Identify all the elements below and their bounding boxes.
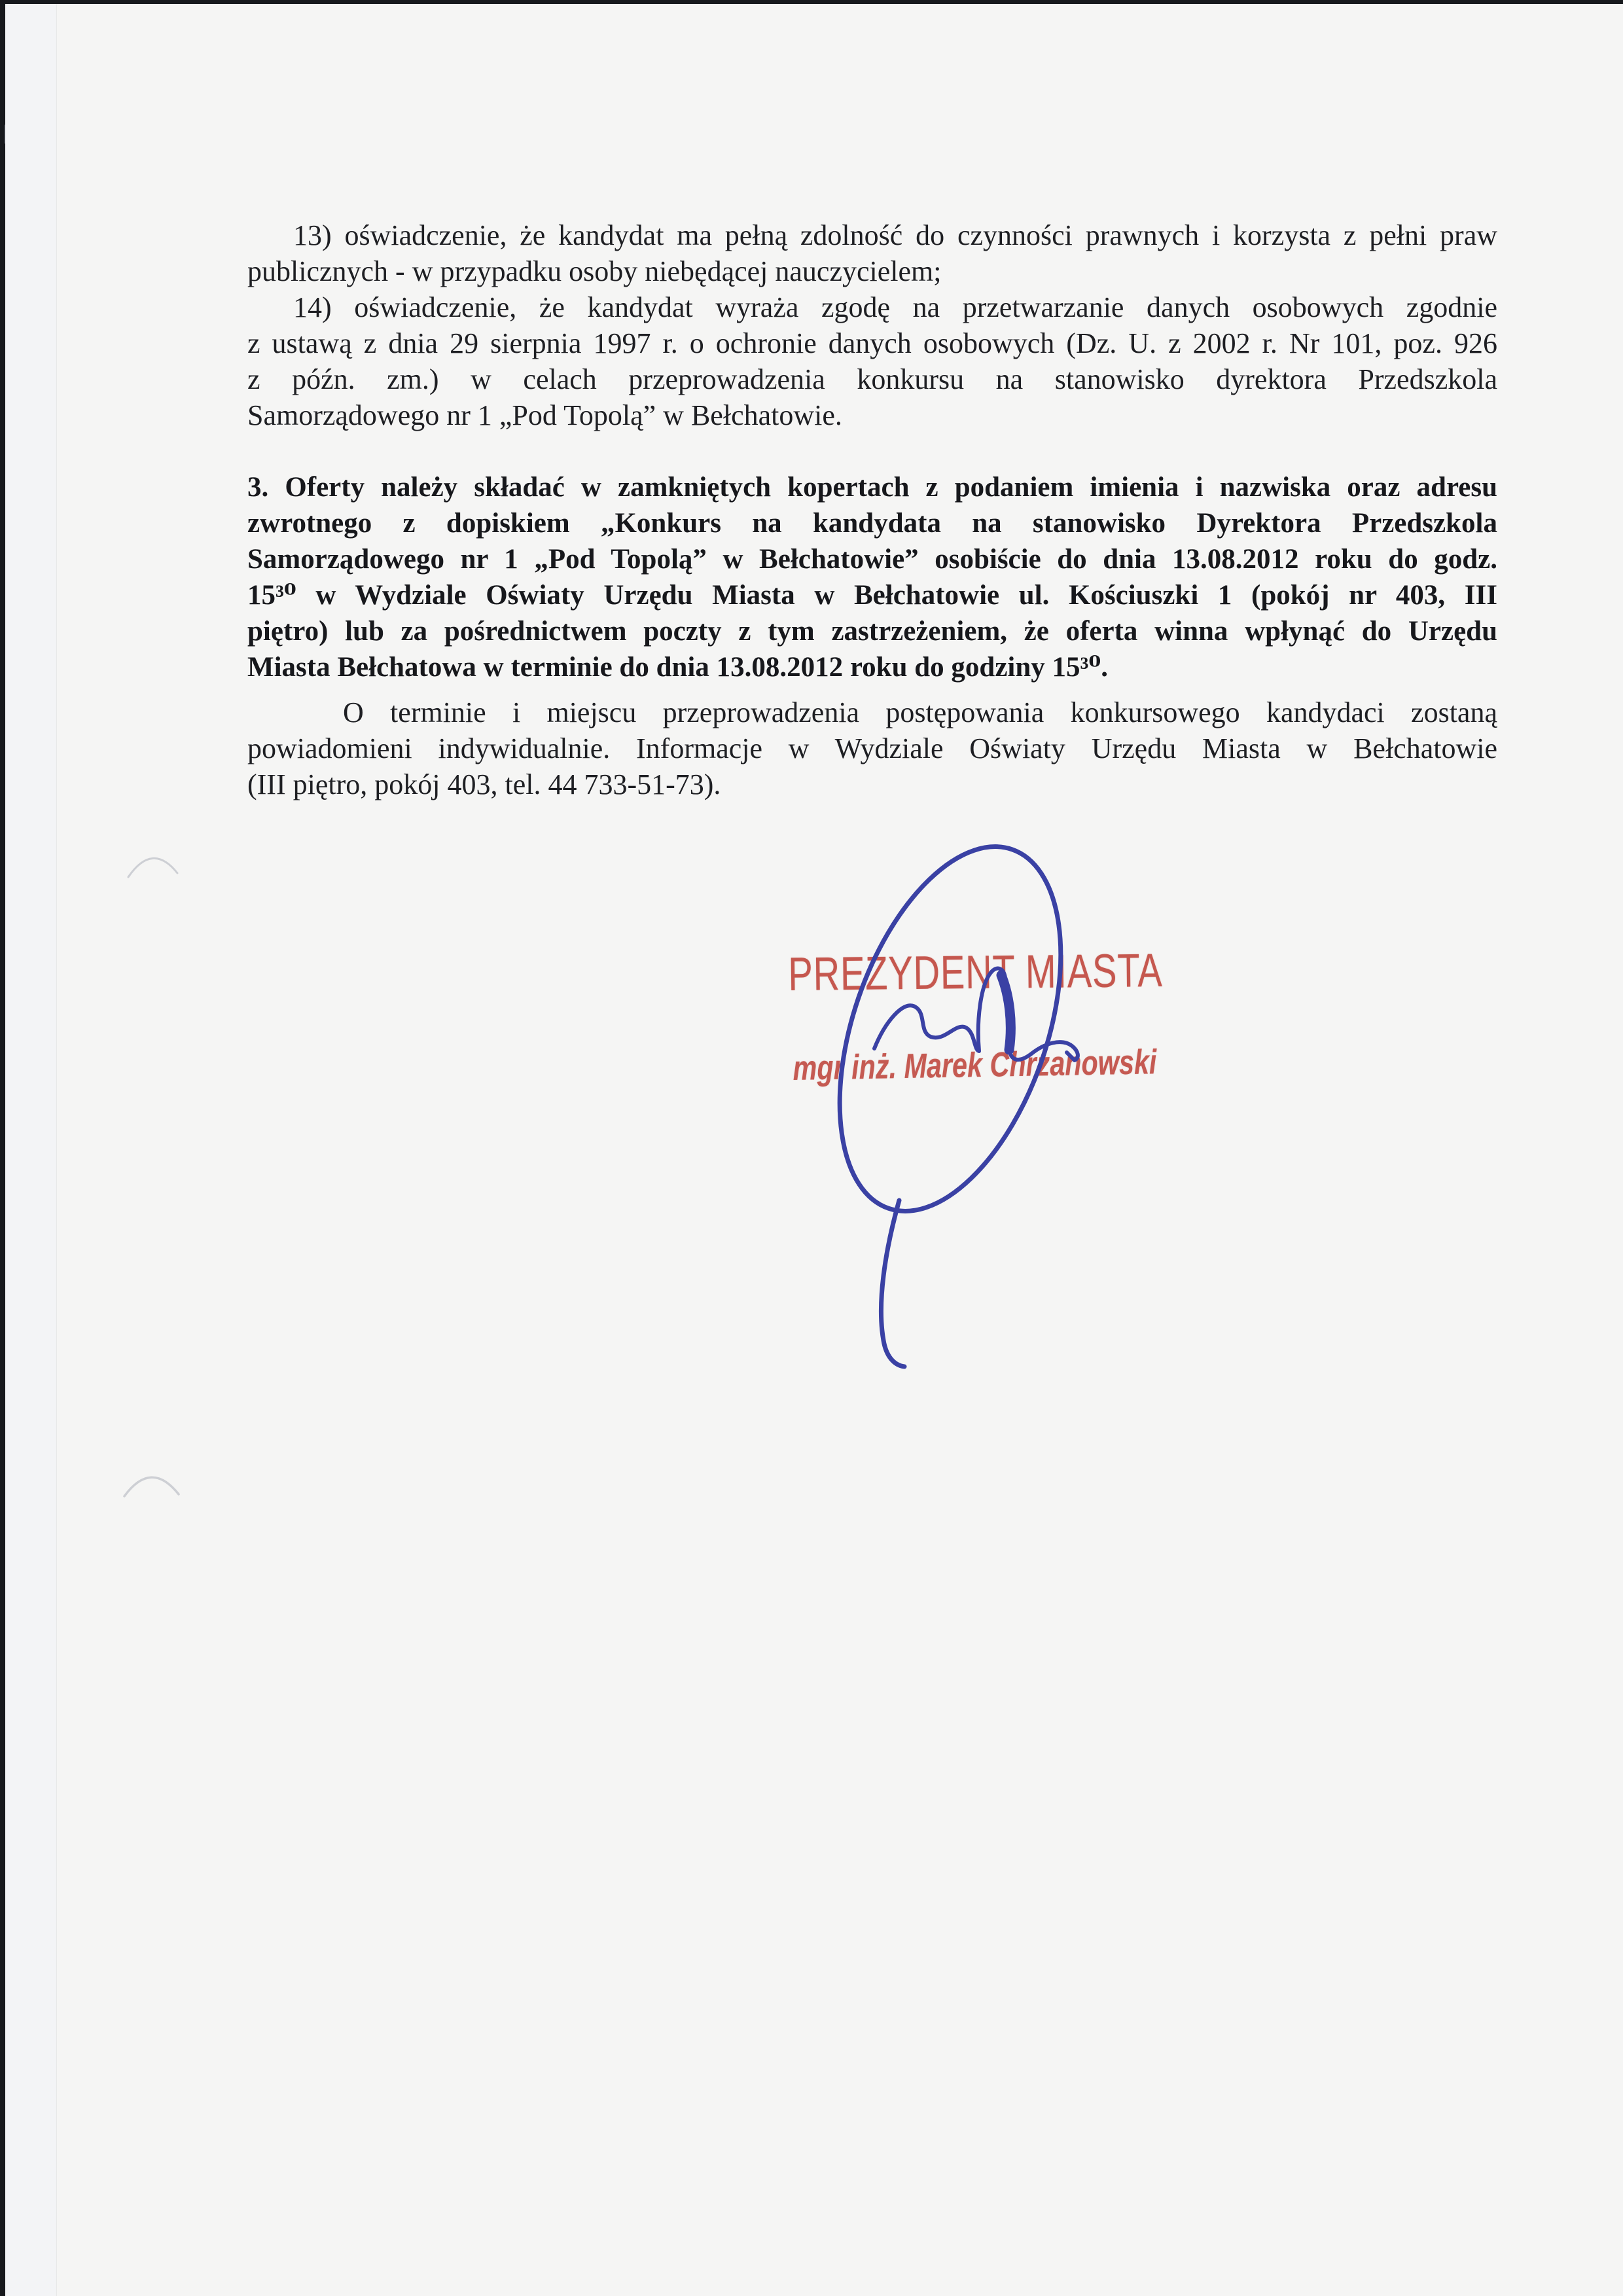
scan-edge-left xyxy=(0,0,5,2296)
paragraph-section-3 xyxy=(247,469,1497,685)
stamp-title-prezydent-miasta: PREZYDENT MIASTA xyxy=(787,944,1163,1001)
paragraph-gap xyxy=(247,433,1497,469)
scan-margin-line xyxy=(56,4,57,2296)
paragraph-closing xyxy=(247,694,1497,802)
text-line: 3. Oferty należy składać w zamkniętych kopertach z podaniem imienia i nazwiska oraz adresu xyxy=(247,472,1497,503)
paragraph-gap xyxy=(247,685,1497,694)
text-line: 15³⁰ w Wydziale Oświaty Urzędu Miasta w Bełchatowie ul. Kościuszki 1 (pokój nr 403, III xyxy=(247,580,1497,611)
text-line: powiadomieni indywidualnie. Informacje w Wydziale Oświaty Urzędu Miasta w Bełchatowie xyxy=(247,732,1497,764)
text-line: 13) oświadczenie, że kandydat ma pełną zdolność do czynności prawnych i korzysta z pełni praw xyxy=(293,219,1497,251)
text-line: zwrotnego z dopiskiem „Konkurs na kandydata na stanowisko Dyrektora Przedszkola xyxy=(247,508,1497,539)
text-line: Samorządowego nr 1 „Pod Topolą” w Bełchatowie. xyxy=(247,399,842,431)
text-line: publicznych - w przypadku osoby niebędącej nauczycielem; xyxy=(247,255,942,287)
text-line: Miasta Bełchatowa w terminie do dnia 13.08.2012 roku do godziny 15³⁰. xyxy=(247,652,1109,683)
text-line: O terminie i miejscu przeprowadzenia postępowania konkursowego kandydaci zostaną xyxy=(343,696,1497,728)
text-line: (III piętro, pokój 403, tel. 44 733-51-73). xyxy=(247,768,721,800)
text-line: piętro) lub za pośrednictwem poczty z tym zastrzeżeniem, że oferta winna wpłynąć do Urzędu xyxy=(247,616,1497,647)
stamp-name-marek-chrzanowski: mgr inż. Marek Chrzanowski xyxy=(793,1043,1157,1088)
text-line: z późn. zm.) w celach przeprowadzenia konkursu na stanowisko dyrektora Przedszkola xyxy=(247,363,1497,395)
text-line: z ustawą z dnia 29 sierpnia 1997 r. o ochronie danych osobowych (Dz. U. z 2002 r. Nr 101, poz. 926 xyxy=(247,327,1497,359)
paragraph-item-14 xyxy=(247,289,1497,433)
text-block-main xyxy=(247,217,1497,802)
scan-margin-band xyxy=(5,4,56,2296)
paragraph-item-13 xyxy=(247,217,1497,289)
text-line: 14) oświadczenie, że kandydat wyraża zgodę na przetwarzanie danych osobowych zgodnie xyxy=(293,291,1497,323)
scan-artifact-arcs xyxy=(124,858,179,1496)
scan-edge-top xyxy=(0,0,1623,4)
text-line: Samorządowego nr 1 „Pod Topolą” w Bełchatowie” osobiście do dnia 13.08.2012 roku do godz. xyxy=(247,544,1497,575)
signature-ink xyxy=(797,818,1104,1367)
